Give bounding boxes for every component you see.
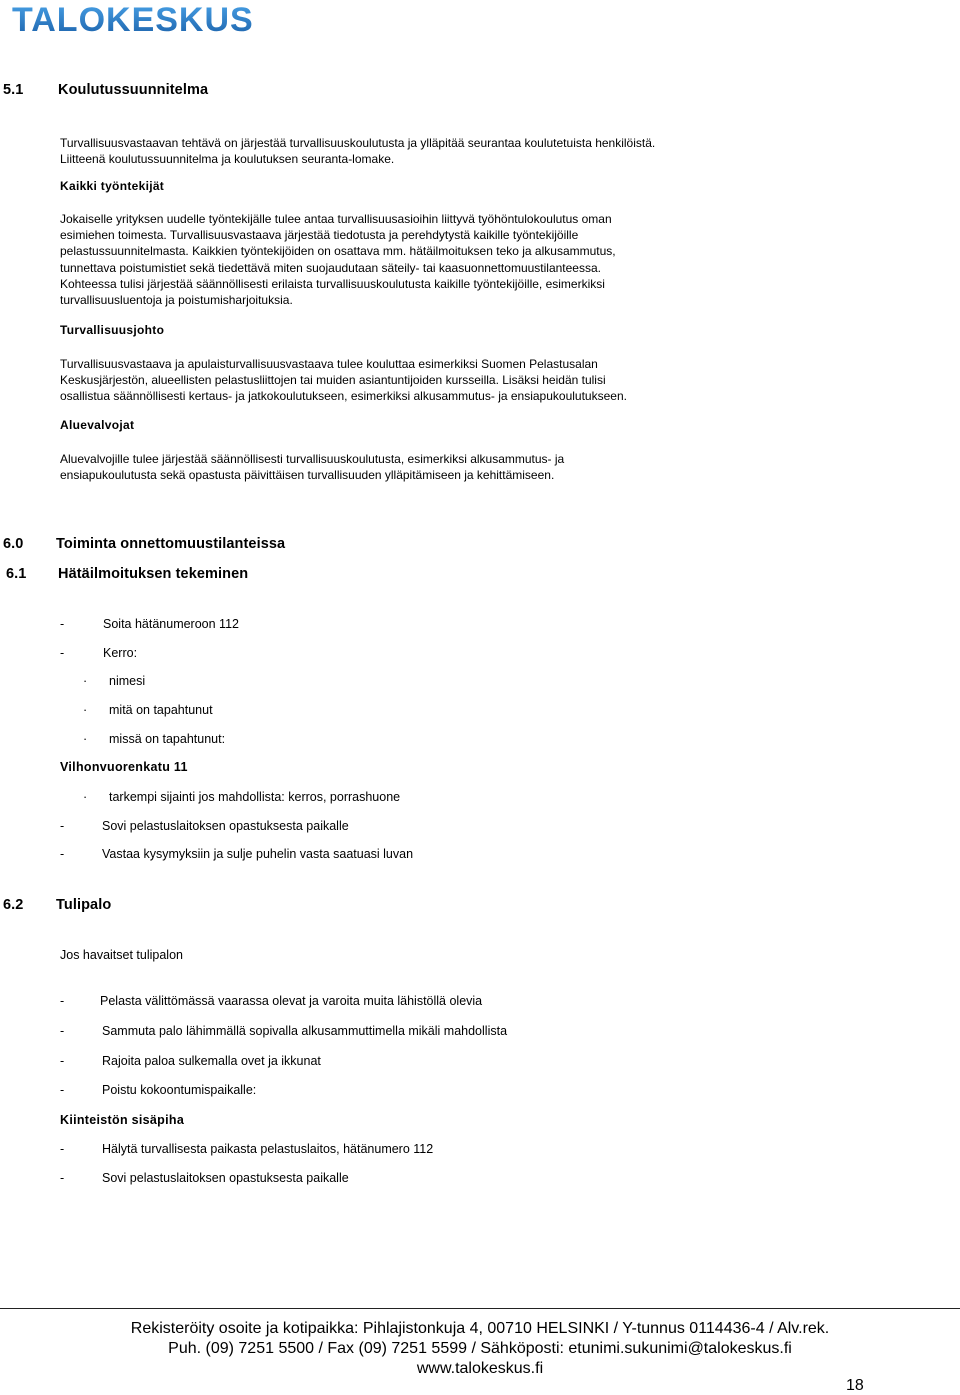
text-line: Liitteenä koulutussuunnitelma ja koulutuksen seuranta-lomake. [60,152,395,167]
section-6-1-heading [6,566,249,582]
text-line: pelastussuunnitelmasta. Kaikkien työntekijöiden on osattava mm. hätäilmoituksen teko ja alkusammutus, [60,244,616,259]
text-line: osallistua säännöllisesti kertaus- ja jatkokoulutukseen, esimerkiksi alkusammutus- ja ensiapukoulutukseen. [60,389,627,404]
list-item-text: Rajoita paloa sulkemalla ovet ja ikkunat [102,1054,321,1068]
subheading-all-employees: Kaikki työntekijät [60,179,165,193]
section-5-1-heading [3,82,209,98]
footer-website: www.talokeskus.fi [416,1360,544,1377]
logo-wordmark [12,2,342,36]
text-line: Aluevalvojille tulee järjestää säännöllisesti turvallisuuskoulutusta, esimerkiksi alkusammutus- ja [60,452,565,466]
assembly-place: Kiinteistön sisäpiha [60,1113,185,1127]
list-item-text: tarkempi sijainti jos mahdollista: kerros, porrashuone [109,790,401,804]
section-title: Koulutussuunnitelma [58,82,209,98]
text-line: ensiapukoulutusta sekä opastusta päivittäisen turvallisuuden ylläpitämiseen ja kehittämiseen. [60,468,555,483]
list-item-text: Sovi pelastuslaitoksen opastuksesta paikalle [102,819,349,833]
list-item-text: Poistu kokoontumispaikalle: [102,1083,257,1097]
dash-bullet: - [60,994,65,1008]
fire-intro: Jos havaitset tulipalon [60,948,183,962]
dash-bullet: - [60,819,65,833]
dash-bullet: - [60,1142,65,1156]
list-item-text: Hälytä turvallisesta paikasta pelastuslaitos, hätänumero 112 [102,1142,434,1156]
dot-bullet: · [83,790,88,804]
section-6-0-heading [3,536,286,552]
text-line: Jokaiselle yrityksen uudelle työntekijälle tulee antaa turvallisuusasioihin liittyvä työhöntulokoulutus oman [60,212,612,226]
list-item-text: nimesi [109,674,146,688]
list-item-text: mitä on tapahtunut [109,703,213,717]
dot-bullet: · [83,703,88,717]
subheading-area-supervisors: Aluevalvojat [60,418,135,432]
list-item-text: Sammuta palo lähimmällä sopivalla alkusammuttimella mikäli mahdollista [102,1024,508,1038]
text-line: esimiehen toimesta. Turvallisuusvastaava järjestää tiedotusta ja perehdytystä kaikille työntekijöille [60,228,579,243]
section-number: 6.0 [3,536,24,552]
all-employees-paragraph [60,211,616,308]
dash-bullet: - [60,646,65,660]
dash-bullet: - [60,1171,65,1185]
list-item-text: Kerro: [103,646,138,660]
list-item-text: Vastaa kysymyksiin ja sulje puhelin vasta saatuasi luvan [102,847,414,861]
text-line: Kohteessa tulisi järjestää säännöllisesti erilaista turvallisuuskoulutusta kaikille työntekijöille, esimerkiksi [60,276,605,291]
safety-management-paragraph [60,356,627,405]
text-line: tunnettava poistumistiet sekä tiedettävä miten suojaudutaan säteily- tai kaasuonnettomuustilanteessa. [60,260,601,275]
section-title: Toiminta onnettomuustilanteissa [56,536,286,552]
dash-bullet: - [60,1024,65,1038]
dot-bullet: · [83,732,88,746]
section-title: Tulipalo [56,897,112,913]
footer-divider [0,1308,960,1309]
subheading-safety-management: Turvallisuusjohto [60,323,165,337]
text-line: turvallisuusluentoja ja poistumisharjoituksia. [60,293,293,308]
section-title: Hätäilmoituksen tekeminen [58,566,249,582]
list-item-text: missä on tapahtunut: [109,732,226,746]
intro-paragraph [60,135,655,167]
area-supervisors-paragraph [60,451,564,483]
list-item-text: Soita hätänumeroon 112 [103,617,239,631]
dash-bullet: - [60,1083,65,1097]
section-number: 5.1 [3,82,24,98]
footer-address: Rekisteröity osoite ja kotipaikka: Pihlajistonkuja 4, 00710 HELSINKI / Y-tunnus 0114436-4 / Alv.rek. [130,1320,830,1337]
text-line: Turvallisuusvastaava ja apulaisturvallisuusvastaava tulee kouluttaa esimerkiksi Suomen Pelastusalan [60,357,598,371]
talokeskus-logo [12,2,342,36]
section-6-2-heading [3,897,112,913]
dot-bullet: · [83,674,88,688]
list-item-text: Sovi pelastuslaitoksen opastuksesta paikalle [102,1171,349,1185]
section-number: 6.2 [3,897,24,913]
list-item-text: Pelasta välittömässä vaarassa olevat ja varoita muita lähistöllä olevia [100,994,483,1008]
footer-contact: Puh. (09) 7251 5500 / Fax (09) 7251 5599 / Sähköposti: etunimi.sukunimi@talokeskus.fi [168,1340,792,1357]
dash-bullet: - [60,617,65,631]
dash-bullet: - [60,847,65,861]
text-line: Turvallisuusvastaavan tehtävä on järjestää turvallisuuskoulutusta ja ylläpitää seurantaa koulutetuista henkilöistä. [60,136,656,150]
address: Vilhonvuorenkatu 11 [60,760,188,774]
text-line: Keskusjärjestön, alueellisten pelastusliittojen tai muiden asiantuntijoiden kursseilla. Lisäksi heidän tulisi [60,373,606,388]
dash-bullet: - [60,1054,65,1068]
svg-text:TALOKESKUS: TALOKESKUS [12,2,254,36]
footer [0,1319,960,1379]
section-number: 6.1 [6,566,27,582]
page-number: 18 [846,1377,864,1394]
